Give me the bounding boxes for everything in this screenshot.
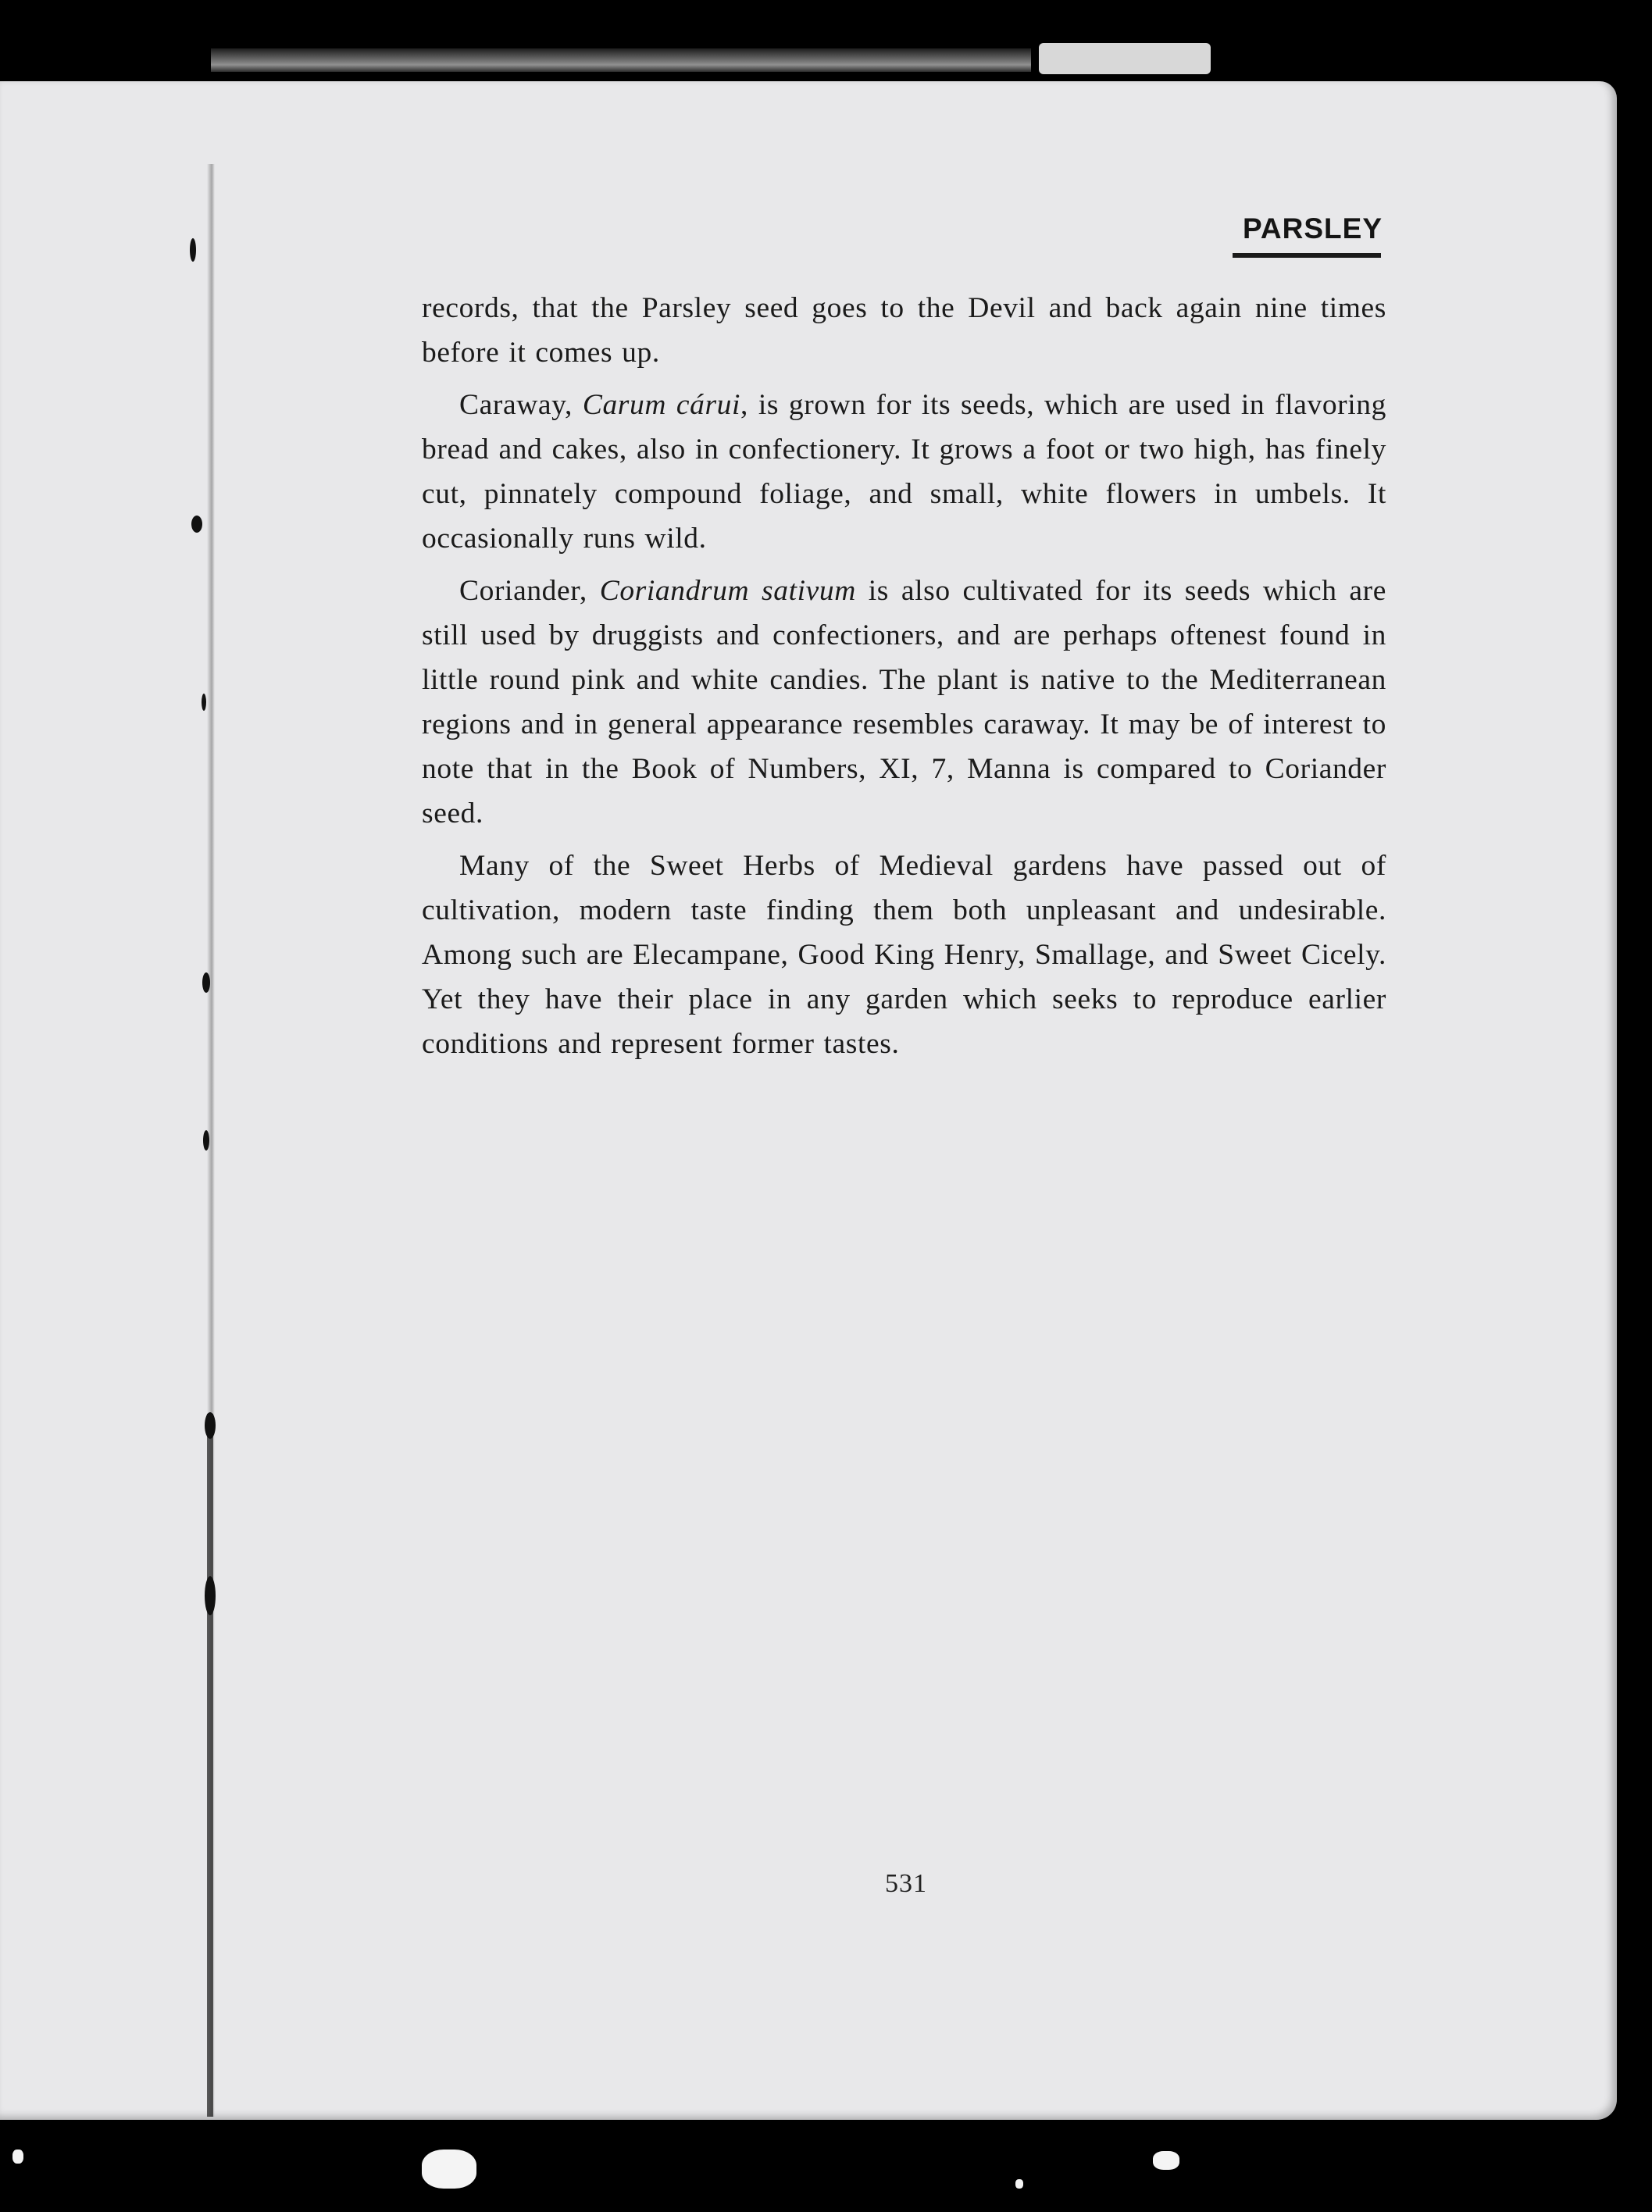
gutter-mark: [202, 694, 206, 711]
paragraph: [422, 383, 1386, 561]
italic-term: Coriandrum sativum: [599, 575, 856, 607]
paragraph-text: Many of the Sweet Herbs of Medieval gardens have passed out of cultivation, modern taste finding them both unpleasant and undesirable. Among such are Elecampane, Good King Henry, Smallage, and Sweet Cicely. Yet they have their place in any garden which seeks to reproduce earlier conditions and represent former tastes.: [422, 850, 1386, 1060]
paragraph-text: is also cultivated for its seeds which are still used by druggists and confectioners, and are perhaps oftenest found in little round pink and white candies. The plant is native to the Mediterranean regions and in general appearance resembles caraway. It may be of interest to note that in the Book of Numbers, XI, 7, Manna is compared to Coriander seed.: [422, 575, 1386, 830]
film-edge-highlight: [1039, 43, 1211, 74]
running-head-rule: [1233, 253, 1381, 258]
film-edge-strip: [211, 48, 1031, 72]
gutter-mark: [205, 1576, 216, 1615]
gutter-mark: [191, 516, 202, 533]
page-number: 531: [885, 1869, 927, 1898]
paragraph-text: , is grown for its seeds, which are used in flavoring bread and cakes, also in confectionery. It grows a foot or two high, has finely cut, pinnately compound foliage, and small, white flowers in umbels. It occasionally runs wild.: [422, 389, 1386, 555]
gutter-mark: [202, 972, 210, 993]
gutter-mark: [203, 1130, 209, 1151]
paragraph-text: Caraway,: [459, 389, 583, 421]
film-speck: [422, 2150, 476, 2189]
gutter-mark: [190, 238, 196, 262]
paragraph: [422, 286, 1386, 375]
italic-term: Carum cárui: [582, 389, 741, 421]
film-speck: [1153, 2151, 1179, 2170]
film-speck: [1015, 2179, 1023, 2189]
paragraph: [422, 569, 1386, 836]
gutter-mark: [205, 1412, 216, 1439]
paragraph-text: records, that the Parsley seed goes to the Devil and back again nine times before it comes up.: [422, 292, 1386, 369]
paragraph: [422, 844, 1386, 1066]
binding-gutter-dark: [207, 1414, 213, 2117]
body-text: [422, 286, 1386, 1066]
paragraph-text: Coriander,: [459, 575, 600, 607]
running-head: PARSLEY: [1242, 212, 1383, 244]
film-speck: [12, 2150, 23, 2164]
